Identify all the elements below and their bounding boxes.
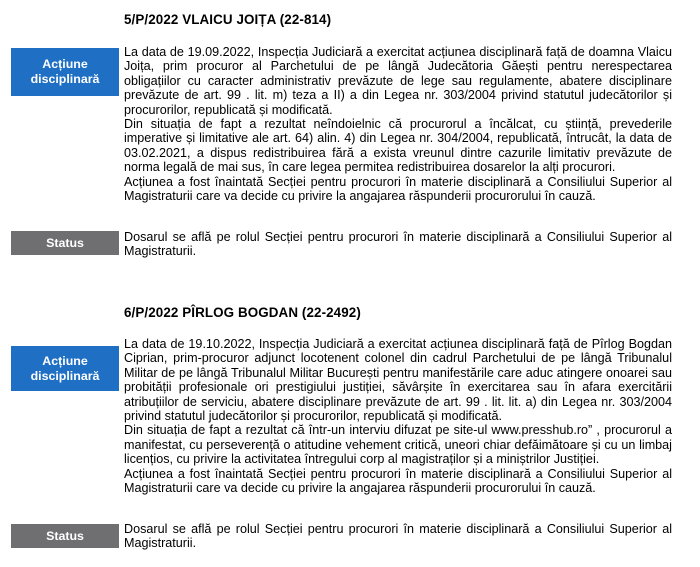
action-paragraph: Din situația de fapt a rezultat că într-un interviu difuzat pe site-ul www.presshub.ro” , procurorul a manifestat, cu perseverență o atitudine vehement critică, uneori chiar defăimătoare și cu un limbaj licențios, cu privire la activitatea întregului corp al magistraților și a miniștrilor Justiției. xyxy=(124,423,672,467)
status-text xyxy=(124,230,672,259)
action-paragraph: Acțiunea a fost înaintată Secției pentru procurori în materie disciplinară a Consiliului Superior al Magistraturii care va decide cu privire la angajarea răspunderii procurorului în cauză. xyxy=(124,174,672,204)
action-label-badge: Acțiune disciplinară xyxy=(11,346,119,391)
status-paragraph: Dosarul se află pe rolul Secției pentru procurori în materie disciplinară a Consiliului Superior al Magistraturii. xyxy=(124,230,672,259)
status-paragraph: Dosarul se află pe rolul Secției pentru procurori în materie disciplinară a Consiliului Superior al Magistraturii. xyxy=(124,522,672,551)
action-description xyxy=(124,337,672,495)
case-title: 6/P/2022 PÎRLOG BOGDAN (22-2492) xyxy=(124,305,361,320)
action-paragraph: La data de 19.10.2022, Inspecția Judiciară a exercitat acțiunea disciplinară față de Pîrlog Bogdan Ciprian, prim-procuror adjunct locotenent colonel din cadrul Parchetului de pe lângă Tribunalul Militar de pe lângă Tribunalul Militar București pentru manifestările care aduc atingere onoarei sau probității profesionale ori prestigiului justiției, săvârșite în exercitarea sau în afara exercitării atribuțiilor de serviciu, abatere disciplinare prevăzute de art. 99 . lit. lit. a) din Legea nr. 303/2004 privind statutul judecătorilor și procurorilor, republicată și modificată. xyxy=(124,337,672,424)
action-paragraph: Acțiunea a fost înaintată Secției pentru procurori în materie disciplinară a Consiliului Superior al Magistraturii care va decide cu privire la angajarea răspunderii procurorului în cauză. xyxy=(124,466,672,496)
action-paragraph: Din situația de fapt a rezultat neîndoielnic că procurorul a încălcat, cu știință, prevederile imperative și limitative ale art. 64) alin. 4) din Legea nr. 304/2004, republicată, întrucât, la data de 03.02.2021, a dispus redistribuirea fără a exista vreunul dintre cazurile limitativ prevăzute de norma legală de mai sus, în care legea permitea redistribuirea dosarelor la alți procurori. xyxy=(124,117,672,175)
action-description xyxy=(124,45,672,203)
action-paragraph: La data de 19.09.2022, Inspecția Judiciară a exercitat acțiunea disciplinară față de doamna Vlaicu Joița, prim procuror al Parchetului de pe lângă Judecătoria Găești pentru nerespectarea obligațiilor cu caracter administrativ prevăzute de lege sau regulamente, abatere disciplinare prevăzute de art. 99 . lit. m) teza a II) a din Legea nr. 303/2004 privind statutul judecătorilor și procurorilor, republicată și modificată. xyxy=(124,45,672,117)
action-label-badge: Acțiune disciplinară xyxy=(11,48,119,96)
case-title: 5/P/2022 VLAICU JOIȚA (22-814) xyxy=(124,12,332,27)
status-text xyxy=(124,522,672,551)
status-label-badge: Status xyxy=(11,231,119,255)
status-label-badge: Status xyxy=(11,524,119,548)
